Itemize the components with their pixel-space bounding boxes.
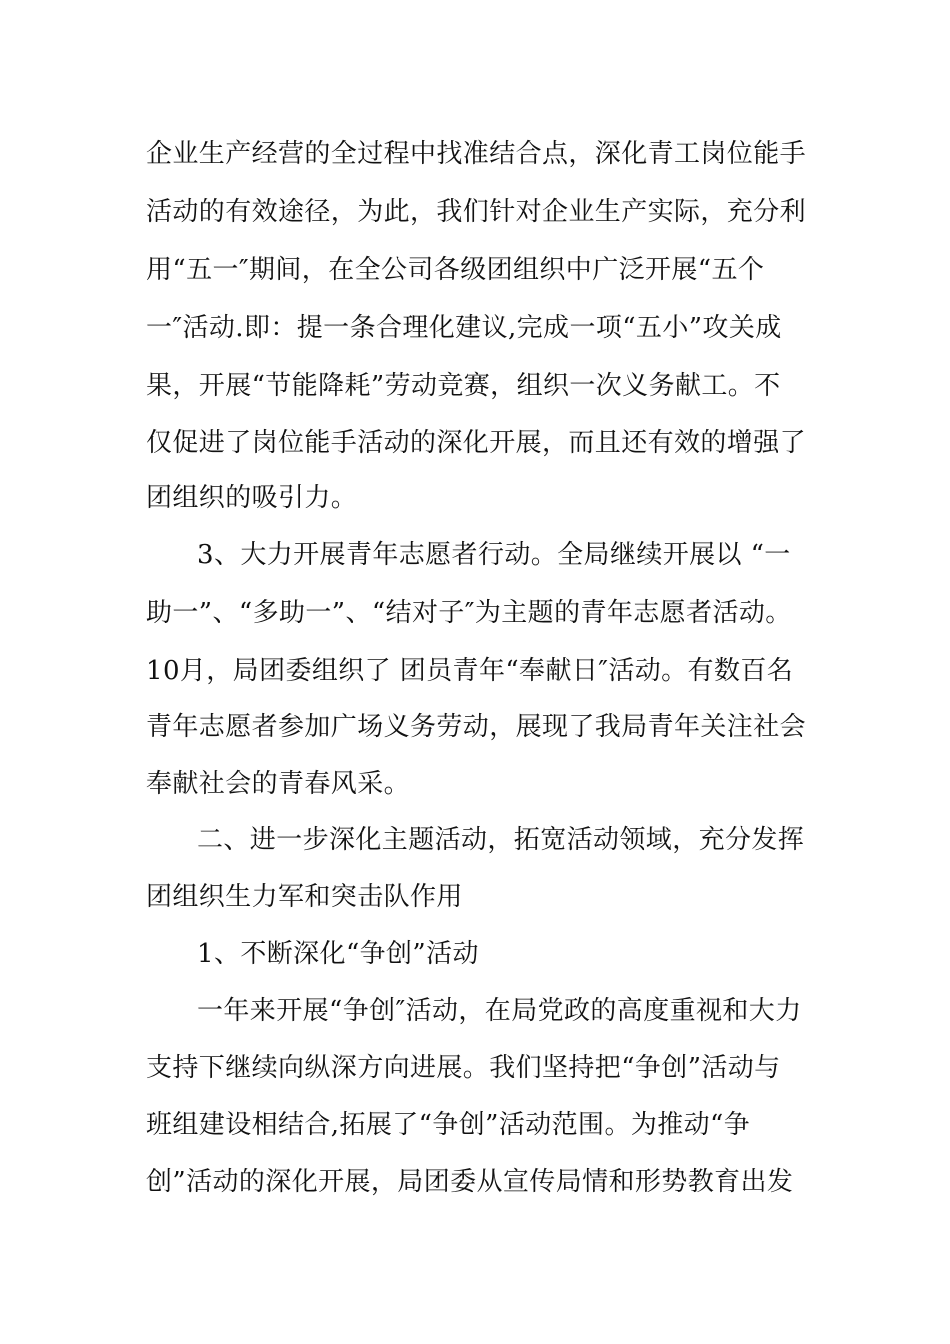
text-line: 一″活动.即：提一条合理化建议,完成一项“五小”攻关成 [146, 313, 782, 343]
text-line: 3、大力开展青年志愿者行动。全局继续开展以 “一 [197, 540, 791, 570]
subsection-heading: 1、不断深化“争创”活动 [197, 939, 479, 969]
text-line: 活动的有效途径，为此，我们针对企业生产实际，充分利 [146, 197, 807, 227]
text-line: 奉献社会的青春风采。 [146, 769, 411, 799]
text-line: 支持下继续向纵深方向进展。我们坚持把“争创”活动与 [146, 1053, 781, 1083]
text-line: 仅促进了岗位能手活动的深化开展，而且还有效的增强了 [146, 428, 807, 458]
text-line: 青年志愿者参加广场义务劳动，展现了我局青年关注社会 [146, 712, 807, 742]
section-heading: 二、进一步深化主题活动，拓宽活动领域，充分发挥 [197, 825, 805, 855]
text-line: 团组织的吸引力。 [146, 483, 358, 513]
text-line: 企业生产经营的全过程中找准结合点，深化青工岗位能手 [146, 139, 807, 169]
section-heading: 团组织生力军和突击队作用 [146, 882, 463, 912]
text-line: 创”活动的深化开展，局团委从宣传局情和形势教育出发 [146, 1167, 794, 1197]
text-line: 班组建设相结合,拓展了“争创”活动范围。为推动“争 [146, 1110, 751, 1140]
text-line: 10月，局团委组织了 团员青年“奉献日″活动。有数百名 [146, 656, 794, 686]
text-line: 果，开展“节能降耗”劳动竞赛，组织一次义务献工。不 [146, 371, 781, 401]
text-line: 助一”、“多助一”、“结对子″为主题的青年志愿者活动。 [146, 598, 792, 628]
text-line: 用“五一″期间，在全公司各级团组织中广泛开展“五个 [146, 255, 765, 285]
text-line: 一年来开展“争创″活动，在局党政的高度重视和大力 [197, 996, 802, 1026]
